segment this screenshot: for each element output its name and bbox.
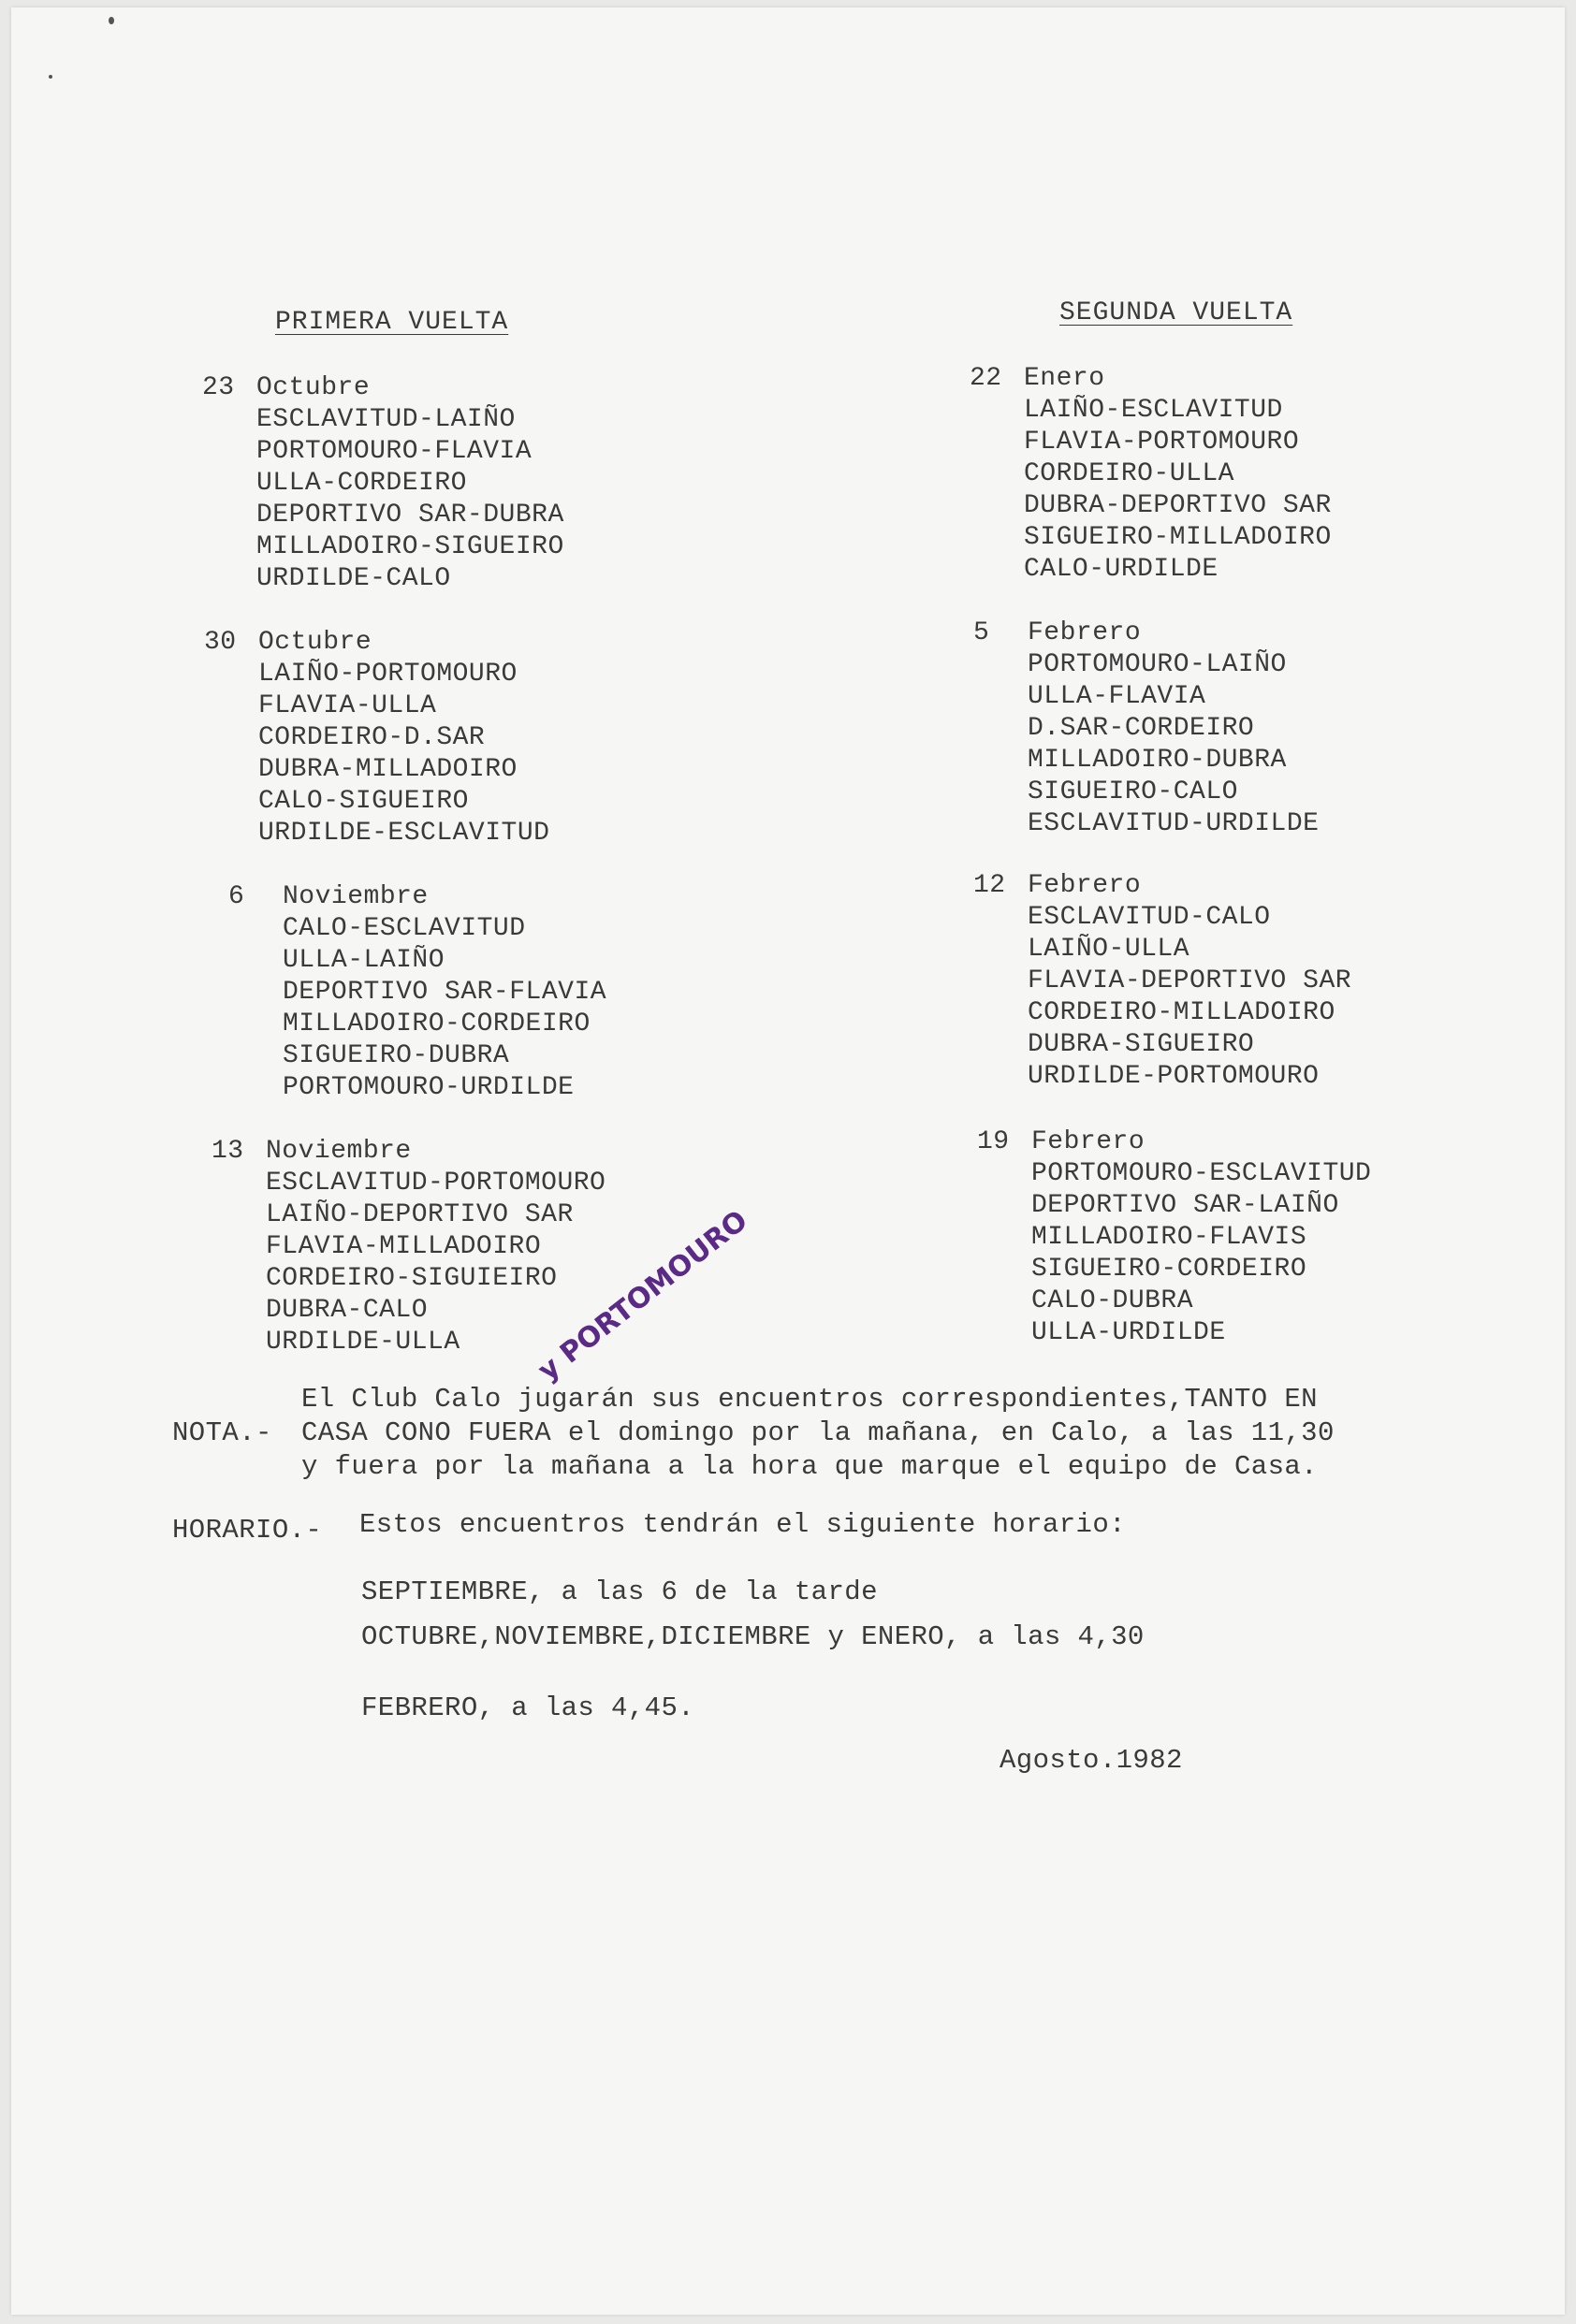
match-list [970,395,1332,586]
match-item: PORTOMOURO-ESCLAVITUD [1031,1159,1372,1188]
match-item: MILLADOIRO-CORDEIRO [283,1009,591,1039]
note-line-1 [301,1383,1318,1416]
match-item: CALO-ESCLAVITUD [283,914,526,943]
match-item: SIGUEIRO-CORDEIRO [1031,1255,1307,1284]
match-item: MILLADOIRO-SIGUEIRO [256,532,564,561]
note-line-2: CASA CONO FUERA el domingo por la mañana, en Calo, a las 11,30 [301,1417,1335,1448]
match-item: URDILDE-PORTOMOURO [1028,1062,1320,1091]
match-item: SIGUEIRO-DUBRA [283,1041,510,1070]
matchday-day: 30 [204,628,237,657]
matchday-date [202,372,564,404]
matchday-date [973,617,1319,649]
schedule-line-1: SEPTIEMBRE, a las 6 de la tarde [361,1576,878,1607]
match-item: PORTOMOURO-LAIÑO [1028,650,1287,679]
matchday-month: Enero [1024,364,1105,393]
schedule-line-3: FEBRERO, a las 4,45. [361,1692,695,1723]
match-list [202,404,564,595]
match-item: CALO-DUBRA [1031,1286,1194,1315]
matchday-day: 13 [212,1137,244,1166]
matchday-date [212,1136,606,1168]
schedule-label: HORARIO.- [172,1515,323,1546]
match-item: DUBRA-SIGUEIRO [1028,1030,1255,1059]
match-item: LAIÑO-DEPORTIVO SAR [266,1200,574,1229]
match-list [204,659,549,850]
match-item: ULLA-FLAVIA [1028,682,1206,711]
matchday-date [228,881,606,913]
matchday-month: Febrero [1028,871,1142,900]
match-item: ESCLAVITUD-URDILDE [1028,809,1320,838]
match-list [228,913,606,1104]
match-item: FLAVIA-MILLADOIRO [266,1232,542,1261]
matchday-day: 6 [228,882,245,911]
match-item: CORDEIRO-SIGUIEIRO [266,1264,558,1293]
matchday-date [970,363,1332,395]
match-list [973,902,1351,1093]
match-list [212,1168,606,1358]
match-item: DEPORTIVO SAR-FLAVIA [283,978,607,1007]
match-item: ESCLAVITUD-LAIÑO [256,405,516,434]
handwritten-insert: y PORTOMOURO [532,1204,754,1387]
second-round-heading: SEGUNDA VUELTA [1059,298,1293,327]
match-item: CORDEIRO-D.SAR [258,723,486,752]
note-label: NOTA.- [172,1417,272,1448]
matchday-day: 12 [973,871,1006,900]
match-item: DEPORTIVO SAR-DUBRA [256,501,564,530]
matchday-block [973,870,1351,1093]
matchday-month: Febrero [1031,1127,1146,1156]
matchday-block [973,617,1319,840]
matchday-block [977,1126,1371,1349]
match-item: LAIÑO-ESCLAVITUD [1024,396,1283,425]
ink-speck [109,17,114,24]
match-item: D.SAR-CORDEIRO [1028,714,1255,743]
match-item: PORTOMOURO-FLAVIA [256,437,533,466]
match-list [977,1158,1371,1349]
matchday-day: 5 [973,618,990,647]
match-item: LAIÑO-PORTOMOURO [258,660,518,689]
matchday-block [970,363,1332,586]
schedule-intro: Estos encuentros tendrán el siguiente horario: [359,1509,1126,1540]
matchday-month: Noviembre [266,1137,412,1166]
match-item: CALO-SIGUEIRO [258,787,469,816]
match-item: ULLA-LAIÑO [283,946,445,975]
match-item: MILLADOIRO-DUBRA [1028,746,1287,775]
match-item: DUBRA-DEPORTIVO SAR [1024,491,1332,520]
matchday-month: Noviembre [283,882,429,911]
match-item: PORTOMOURO-URDILDE [283,1073,575,1102]
match-item: DUBRA-CALO [266,1296,429,1325]
match-item: URDILDE-CALO [256,564,451,593]
matchday-block [212,1136,606,1358]
match-item: URDILDE-ESCLAVITUD [258,819,550,848]
matchday-date [204,627,549,659]
matchday-month: Octubre [256,373,371,402]
match-item: CORDEIRO-MILLADOIRO [1028,998,1335,1027]
match-item: FLAVIA-PORTOMOURO [1024,428,1300,457]
first-round-heading: PRIMERA VUELTA [275,308,509,337]
match-item: DEPORTIVO SAR-LAIÑO [1031,1191,1339,1220]
schedule-line-2: OCTUBRE,NOVIEMBRE,DICIEMBRE y ENERO, a las 4,30 [361,1621,1145,1652]
match-item: ULLA-URDILDE [1031,1318,1226,1347]
match-item: ESCLAVITUD-PORTOMOURO [266,1169,606,1198]
matchday-date [977,1126,1371,1158]
matchday-month: Octubre [258,628,372,657]
matchday-block [228,881,606,1104]
ink-speck [49,75,52,79]
match-item: DUBRA-MILLADOIRO [258,755,518,784]
matchday-day: 23 [202,373,235,402]
matchday-day: 19 [977,1127,1010,1156]
match-list [973,649,1319,840]
matchday-day: 22 [970,364,1002,393]
match-item: FLAVIA-ULLA [258,691,437,720]
matchday-date [973,870,1351,902]
note-text-1: El Club Calo jugarán sus encuentros correspondientes,TANTO EN [301,1384,1318,1415]
matchday-month: Febrero [1028,618,1142,647]
match-item: ULLA-CORDEIRO [256,469,467,498]
match-item: URDILDE-ULLA [266,1328,460,1357]
match-item: CORDEIRO-ULLA [1024,459,1234,488]
match-item: CALO-URDILDE [1024,555,1218,584]
signature-date: Agosto.1982 [1000,1745,1183,1776]
match-item: FLAVIA-DEPORTIVO SAR [1028,966,1352,995]
match-item: ESCLAVITUD-CALO [1028,903,1271,932]
match-item: MILLADOIRO-FLAVIS [1031,1223,1307,1252]
match-item: LAIÑO-ULLA [1028,935,1190,964]
match-item: SIGUEIRO-CALO [1028,777,1238,806]
matchday-block [204,627,549,850]
note-line-3: y fuera por la mañana a la hora que marque el equipo de Casa. [301,1451,1318,1482]
match-item: SIGUEIRO-MILLADOIRO [1024,523,1332,552]
matchday-block [202,372,564,595]
